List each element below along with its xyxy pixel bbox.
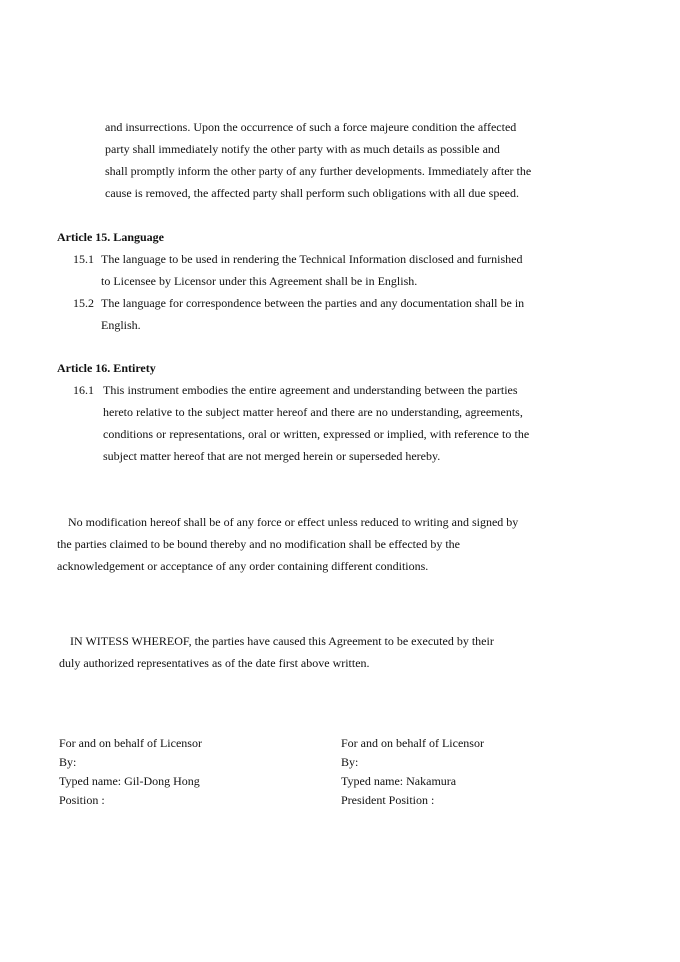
paragraph-line: cause is removed, the affected party shall perform such obligations with all due speed.: [105, 186, 519, 200]
signature-position: Position :: [59, 793, 105, 807]
paragraph-line: the parties claimed to be bound thereby and no modification shall be effected by the: [57, 537, 460, 551]
article-16-heading: Article 16. Entirety: [57, 361, 156, 375]
clause-number: 16.1: [73, 383, 94, 397]
article-15-heading: Article 15. Language: [57, 230, 164, 244]
force-majeure-paragraph: [105, 116, 623, 204]
clause-line: The language for correspondence between the parties and any documentation shall be in: [101, 296, 525, 310]
paragraph-line: duly authorized representatives as of the date first above written.: [59, 656, 370, 670]
signature-block-right: [341, 734, 623, 810]
clause-line: subject matter hereof that are not merged herein or superseded hereby.: [103, 449, 441, 463]
clause-15-2: [73, 292, 623, 336]
article-15-section: [0, 226, 680, 336]
paragraph-line: No modification hereof shall be of any force or effect unless reduced to writing and signed by: [68, 515, 519, 529]
signature-by: By:: [59, 755, 77, 769]
modification-paragraph: [57, 511, 623, 577]
article-16-section: [0, 357, 680, 467]
clause-line: English.: [101, 318, 141, 332]
signature-block-left: [59, 734, 341, 810]
clause-line: This instrument embodies the entire agreement and understanding between the parties: [103, 383, 518, 397]
clause-number: 15.2: [73, 296, 94, 310]
clause-line: hereto relative to the subject matter hereof and there are no understanding, agreements,: [103, 405, 523, 419]
clause-number: 15.1: [73, 252, 94, 266]
clause-16-1: [73, 379, 623, 467]
signature-typed-name: Typed name: Nakamura: [341, 774, 457, 788]
signature-area: [59, 734, 680, 810]
signature-position: President Position :: [341, 793, 435, 807]
paragraph-line: IN WITESS WHEREOF, the parties have caused this Agreement to be executed by their: [70, 634, 494, 648]
clause-line: to Licensee by Licensor under this Agreement shall be in English.: [101, 274, 418, 288]
paragraph-line: acknowledgement or acceptance of any order containing different conditions.: [57, 559, 429, 573]
paragraph-line: and insurrections. Upon the occurrence of such a force majeure condition the affected: [105, 120, 517, 134]
clause-line: conditions or representations, oral or written, expressed or implied, with reference to the: [103, 427, 530, 441]
signature-by: By:: [341, 755, 359, 769]
paragraph-line: shall promptly inform the other party of any further developments. Immediately after the: [105, 164, 532, 178]
witness-paragraph: [59, 630, 620, 674]
signature-behalf: For and on behalf of Licensor: [59, 736, 202, 750]
signature-typed-name: Typed name: Gil-Dong Hong: [59, 774, 200, 788]
paragraph-line: party shall immediately notify the other party with as much details as possible and: [105, 142, 500, 156]
clause-15-1: [73, 248, 623, 292]
clause-line: The language to be used in rendering the Technical Information disclosed and furnished: [101, 252, 523, 266]
signature-behalf: For and on behalf of Licensor: [341, 736, 484, 750]
